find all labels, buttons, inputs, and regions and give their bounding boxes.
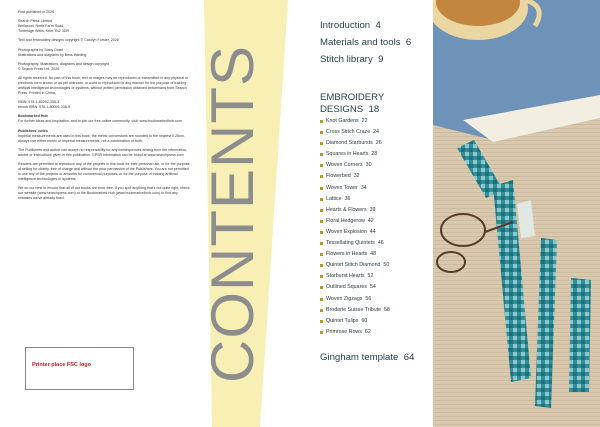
hub-title: Bookmarked Hub [18, 114, 48, 119]
errors-notice: We do our best to ensure that all of our books are error-free. If you spot anything that's not quite right, check our website (www.searchpress.com) or the Bookmarked Hub (www.bookmarkedhub.com) to find any mistakes we've already fixed. [18, 186, 190, 201]
list-item[interactable]: Primrose Rows 62 [320, 327, 390, 338]
list-item[interactable]: Woven Explosion 44 [320, 227, 390, 238]
bullet-icon [320, 175, 323, 178]
list-item[interactable]: Broderie Suisse Tribute 58 [320, 305, 390, 316]
toc-entry-materials[interactable]: Materials and tools 6 [320, 37, 412, 48]
permission-notice: Readers are permitted to reproduce any of the projects in this book for their personal use, or for the purpose of selling for charity, free of charge and without the prior permission of the Publishers. You are not permitted to use any of the projects or artworks for commercial purposes, or for the purpose of training artificial intelligence technologies or systems. [18, 161, 190, 181]
bullet-icon [320, 264, 323, 267]
list-item[interactable]: Woven Zigzags 56 [320, 294, 390, 305]
published-line: First published in 2026 [18, 10, 55, 14]
bullet-icon [320, 153, 323, 156]
list-item[interactable]: Hearts & Flowers 39 [320, 205, 390, 216]
liability-notice: The Publishers and author can accept no responsibility for any consequences arising from the information, advice or instructions given in this publication. GPSR information can be found at www.searchpress.com [18, 147, 187, 157]
notes-text: Imperial measurements are used in this book; the metric conversions are rounded to the nearest 0.25cm. Always use either metric or imperial measurements, not a combination of both. [18, 133, 185, 143]
photo-illustration [433, 0, 600, 427]
text-copyright: Text and embroidery designs copyright © Carolyn Forster, 2026 [18, 38, 119, 43]
toc-entry-introduction[interactable]: Introduction 4 [320, 20, 381, 31]
bullet-icon [320, 164, 323, 167]
bullet-icon [320, 120, 323, 123]
list-item[interactable]: Squares in Hearts 28 [320, 149, 390, 160]
isbn-block: ISBN: 978-1-80092-355-3 ebook ISBN: 978-1-80093-338-5 [18, 100, 70, 110]
list-item[interactable]: Woven Tower 34 [320, 183, 390, 194]
list-item[interactable]: Floral Hedgerow 42 [320, 216, 390, 227]
bullet-icon [320, 320, 323, 323]
bullet-icon [320, 231, 323, 234]
bullet-icon [320, 142, 323, 145]
toc-entry-stitch-library[interactable]: Stitch library 9 [320, 54, 384, 65]
bullet-icon [320, 331, 323, 334]
bullet-icon [320, 198, 323, 201]
bullet-icon [320, 275, 323, 278]
bullet-icon [320, 220, 323, 223]
design-list [320, 116, 390, 338]
bullet-icon [320, 309, 323, 312]
rights-notice: All rights reserved. No part of this book, text or images may be reproduced or transmitted in any physical or electronic form known or as yet unknown, or used or reproduced in any manner for the purpose of training artificial intelligence technologies or systems, without written permission obtained beforehand from Search Press. Printed in China. [18, 75, 189, 95]
hub-block [18, 114, 190, 124]
list-item[interactable]: Woven Corners 30 [320, 160, 390, 171]
list-item[interactable]: Tessellating Quintets 46 [320, 238, 390, 249]
list-item[interactable]: Flowerbed 32 [320, 171, 390, 182]
bullet-icon [320, 187, 323, 190]
publisher-address: Search Press Limited Wellwood, North Farm Road, Tunbridge Wells, Kent TN2 3DR [18, 19, 70, 34]
toc-section-embroidery-designs[interactable]: EMBROIDERY DESIGNS 18 [320, 92, 385, 115]
list-item[interactable]: Outlined Squares 54 [320, 282, 390, 293]
imprint-column [18, 10, 190, 205]
notes-block [18, 129, 190, 144]
list-item[interactable]: Diamond Starbursts 26 [320, 138, 390, 149]
list-item[interactable]: Starburst Hearts 52 [320, 271, 390, 282]
photo-credits: Photographs by Stacy Grant Illustrations and diagrams by Bess Harding [18, 47, 87, 57]
list-item[interactable]: Quintet Stitch Diamond 50 [320, 260, 390, 271]
fsc-logo-placeholder [25, 347, 134, 390]
list-item[interactable]: Flowers in Hearts 48 [320, 249, 390, 260]
notes-title: Publishers' notes [18, 128, 48, 133]
list-item[interactable]: Lattice 36 [320, 194, 390, 205]
bullet-icon [320, 242, 323, 245]
contents-heading: CONTENTS [199, 45, 266, 383]
bullet-icon [320, 286, 323, 289]
bullet-icon [320, 209, 323, 212]
toc-entry-gingham-template[interactable]: Gingham template 64 [320, 352, 415, 363]
list-item[interactable]: Cross Stitch Craze 24 [320, 127, 390, 138]
bullet-icon [320, 131, 323, 134]
design-copyright: Photography, illustrations, diagrams and design copyright © Search Press Ltd, 2026 [18, 61, 110, 71]
bullet-icon [320, 298, 323, 301]
list-item[interactable]: Knot Gardens 22 [320, 116, 390, 127]
hub-text: For further ideas and inspiration, and to join our free online community, visit: www.bookmarkedhub.com [18, 119, 182, 124]
cover-photo [433, 0, 600, 427]
fsc-label: Printer place FSC logo [32, 362, 91, 368]
list-item[interactable]: Quintet Tulips 60 [320, 316, 390, 327]
bullet-icon [320, 253, 323, 256]
